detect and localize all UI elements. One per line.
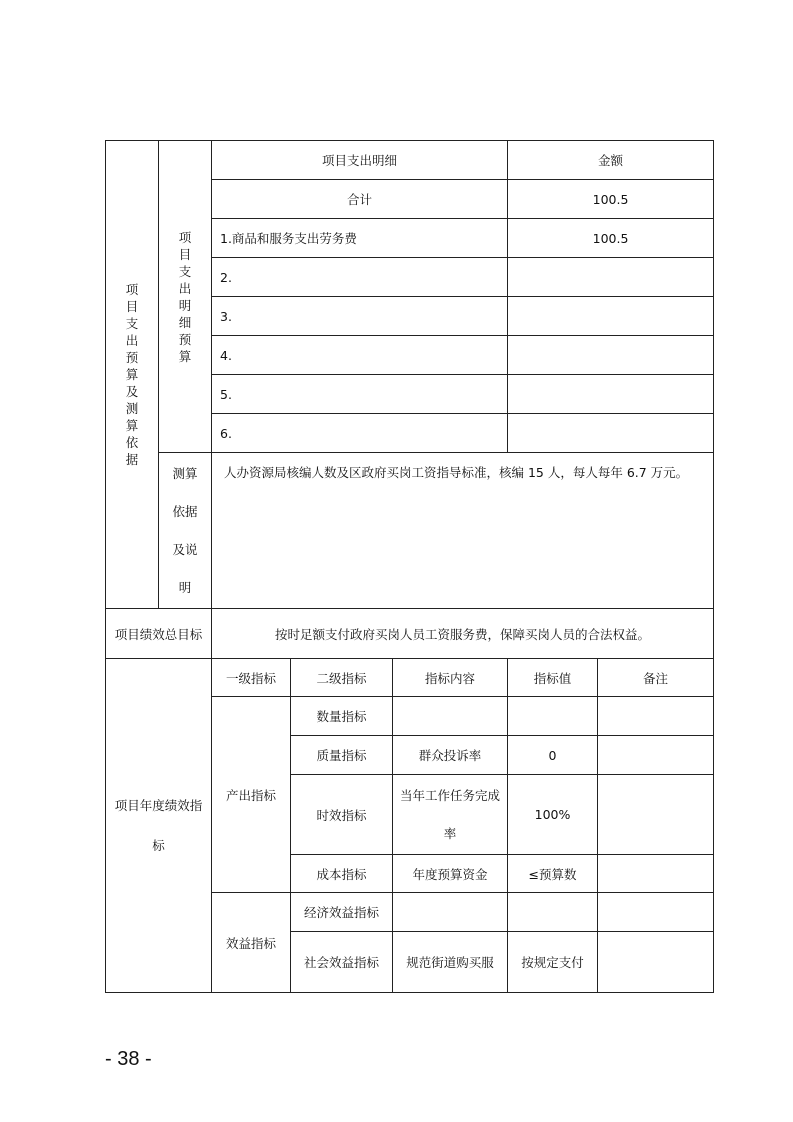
- performance-goal-label: 项目绩效总目标: [106, 609, 212, 659]
- indicator-content-cell: [393, 775, 508, 855]
- annual-indicators-label: 项目年度绩效指标: [114, 797, 203, 853]
- indicator-content: 年度预算资金: [393, 855, 508, 893]
- indicator-value: [508, 893, 598, 932]
- page-number: - 38 -: [105, 1048, 152, 1070]
- expense-item-label: 3.: [212, 297, 508, 336]
- basis-row: [106, 453, 714, 609]
- expense-outer-label-cell: [106, 141, 159, 609]
- expense-header-row: [106, 141, 714, 180]
- expense-item-amount: [508, 336, 714, 375]
- indicator-remark: [598, 855, 714, 893]
- indicator-content: 群众投诉率: [393, 736, 508, 775]
- indicator-content: [393, 697, 508, 736]
- indicator-level2: 数量指标: [291, 697, 393, 736]
- indicator-remark: [598, 736, 714, 775]
- basis-text: 人办资源局核编人数及区政府买岗工资指导标准，核编 15 人，每人每年 6.7 万元。: [212, 453, 714, 609]
- performance-goal-text: 按时足额支付政府买岗人员工资服务费，保障买岗人员的合法权益。: [212, 609, 714, 659]
- expense-item-label: 1.商品和服务支出劳务费: [212, 219, 508, 258]
- indicator-value: 0: [508, 736, 598, 775]
- indicator-level2: 时效指标: [291, 775, 393, 855]
- indicator-remark: [598, 893, 714, 932]
- indicator-header-row: [106, 659, 714, 697]
- expense-item-label: 6.: [212, 414, 508, 453]
- performance-goal-row: [106, 609, 714, 659]
- indicator-value: 100%: [508, 775, 598, 855]
- indicator-level2: 成本指标: [291, 855, 393, 893]
- indicator-remark: [598, 932, 714, 993]
- indicator-level2: 质量指标: [291, 736, 393, 775]
- remark-header: 备注: [598, 659, 714, 697]
- expense-total-label: 合计: [212, 180, 508, 219]
- expense-total-amount: 100.5: [508, 180, 714, 219]
- expense-item-amount: [508, 414, 714, 453]
- output-indicator-label: 产出指标: [212, 697, 291, 893]
- annual-indicators-label-cell: [106, 659, 212, 993]
- value-header: 指标值: [508, 659, 598, 697]
- expense-item-amount: [508, 375, 714, 414]
- expense-inner-label: 项目支出明细预算: [178, 229, 192, 364]
- benefit-indicator-label: 效益指标: [212, 893, 291, 993]
- indicator-value: 按规定支付: [508, 932, 598, 993]
- level1-header: 一级指标: [212, 659, 291, 697]
- indicator-level2: 社会效益指标: [291, 932, 393, 993]
- expense-item-amount: [508, 258, 714, 297]
- indicator-value: ≤预算数: [508, 855, 598, 893]
- basis-label-cell: [159, 453, 212, 609]
- indicator-remark: [598, 775, 714, 855]
- indicator-value: [508, 697, 598, 736]
- indicator-level2: 经济效益指标: [291, 893, 393, 932]
- indicator-content: 当年工作任务完成率: [400, 787, 501, 841]
- indicator-content: [393, 893, 508, 932]
- expense-outer-label: 项目支出预算及测算依据: [125, 282, 139, 467]
- expense-item-label: 5.: [212, 375, 508, 414]
- expense-amount-header: 金额: [508, 141, 714, 180]
- expense-item-amount: 100.5: [508, 219, 714, 258]
- indicator-content: 规范街道购买服: [393, 932, 508, 993]
- level2-header: 二级指标: [291, 659, 393, 697]
- content-header: 指标内容: [393, 659, 508, 697]
- basis-label: 测算依据及说明: [172, 465, 198, 595]
- expense-inner-label-cell: [159, 141, 212, 453]
- indicator-remark: [598, 697, 714, 736]
- expense-item-label: 4.: [212, 336, 508, 375]
- budget-table: [105, 140, 714, 993]
- expense-item-amount: [508, 297, 714, 336]
- expense-item-header: 项目支出明细: [212, 141, 508, 180]
- expense-item-label: 2.: [212, 258, 508, 297]
